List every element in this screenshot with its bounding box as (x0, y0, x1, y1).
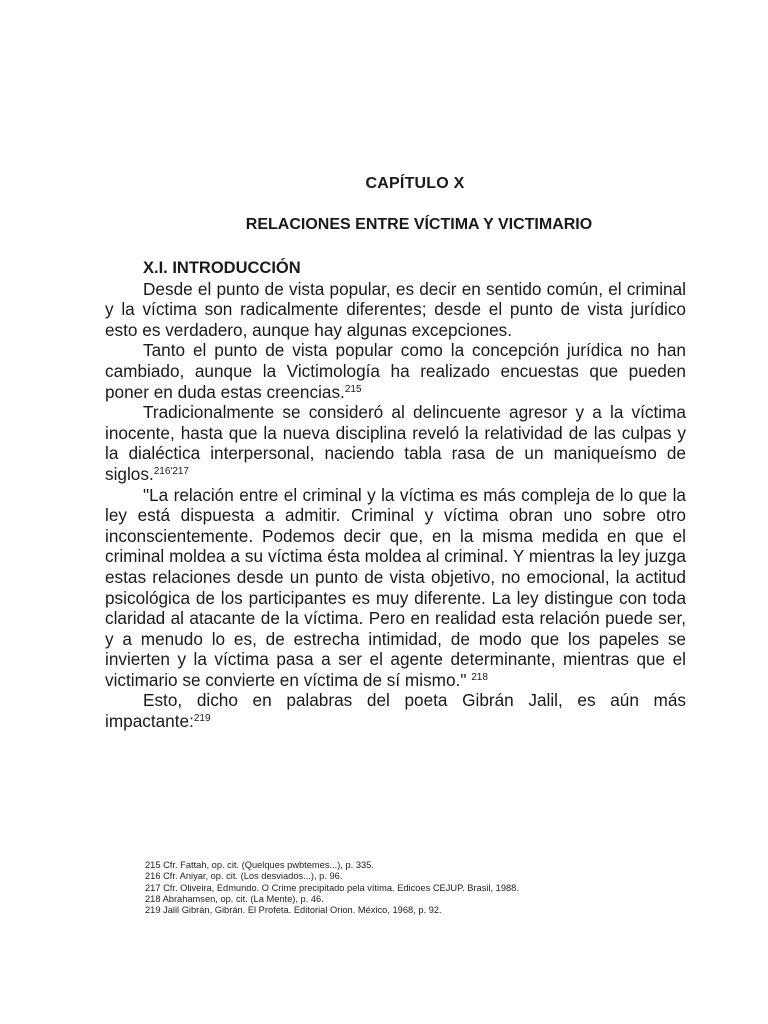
footnotes (145, 860, 705, 916)
paragraph: Esto, dicho en palabras del poeta Gibrán Jalil, es aún más impactante:$^{219}$ (105, 690, 686, 732)
footnote: 219 Jalil Gibrán, Gibrán. El Profeta. Editorial Orion. México, 1968, p. 92. (145, 905, 442, 916)
footnote: 215 Cfr. Fattah, op. cit. (Quelques pwbtemes...), p. 335. (145, 860, 374, 870)
footnote: 216 Cfr. Aniyar, op. cit. (Los desviados...), p. 96. (145, 871, 343, 882)
paragraph: Tanto el punto de vista popular como la concepción jurídica no han cambiado, aunque la Victimología ha realizado encuestas que pueden poner en duda estas creencias.$^{215}$ (105, 340, 686, 402)
footnote-ref: 215 (344, 383, 362, 395)
footnote: 217 Cfr. Oliveira, Edmundo. O Crime precipitado pela vítima. Edicoes CEJUP. Brasil, 1988. (145, 882, 519, 893)
body-text (105, 258, 686, 732)
footnote-ref: 219 (193, 713, 211, 725)
footnote: 218 Abrahamsen, op. cit. (La Mente), p. 46. (145, 893, 324, 904)
paragraph: "La relación entre el criminal y la víctima es más compleja de lo que la ley está dispuesta a admitir. Criminal y víctima obran uno sobre otro inconscientemente. Podemos decir que, en la misma medida en que el criminal moldea a su víctima ésta moldea al criminal. Y mientras la ley juzga estas relaciones desde un punto de vista objetivo, no emocional, la actitud psicológica de los participantes es muy diferente. La ley distingue con toda claridad al atacante de la víctima. Pero en realidad esta relación puede ser, y a menudo lo es, de estrecha intimidad, de modo que los papeles se invierten y la víctima pasa a ser el agente determinante, mientras que el victimario se convierte en víctima de sí mismo." $^{218}$ (105, 484, 686, 690)
paragraph: Tradicionalmente se consideró al delincuente agresor y a la víctima inocente, hasta que la nueva disciplina reveló la relatividad de las culpas y la dialéctica interpersonal, naciendo tabla rasa de un maniqueísmo de siglos.$^{216'217}$ (105, 402, 686, 484)
section-heading: X.I. INTRODUCCIÓN (143, 259, 301, 277)
paragraph: Desde el punto de vista popular, es decir en sentido común, el criminal y la víctima son radicalmente diferentes; desde el punto de vista jurídico esto es verdadero, aunque hay algunas excepciones. (105, 278, 686, 340)
footnote-ref: 218 (471, 671, 488, 683)
chapter-heading: CAPÍTULO X (365, 175, 465, 192)
chapter-title: RELACIONES ENTRE VÍCTIMA Y VICTIMARIO (245, 216, 593, 233)
footnote-ref: 216'217 (153, 465, 189, 477)
